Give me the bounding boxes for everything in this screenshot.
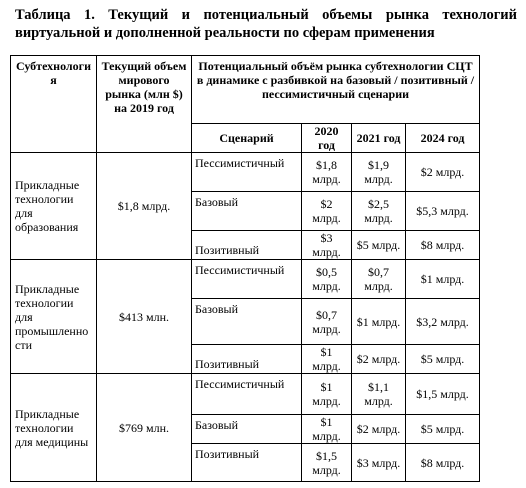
value-2020: $3 млрд. — [302, 231, 352, 260]
value-2024: $5 млрд. — [406, 415, 480, 444]
header-2021: 2021 год — [352, 124, 406, 153]
value-2021: $2 млрд. — [352, 345, 406, 374]
value-2021: $3 млрд. — [352, 444, 406, 482]
value-2021: $1 млрд. — [352, 299, 406, 345]
scenario-pessimistic: Пессимистичный — [192, 153, 302, 192]
scenario-positive: Позитивный — [192, 231, 302, 260]
scenario-positive: Позитивный — [192, 345, 302, 374]
value-2021: $2 млрд. — [352, 415, 406, 444]
header-scenario: Сценарий — [192, 124, 302, 153]
value-2024: $8 млрд. — [406, 231, 480, 260]
value-2024: $1 млрд. — [406, 260, 480, 299]
value-2021: $1,9 млрд. — [352, 153, 406, 192]
scenario-base: Базовый — [192, 415, 302, 444]
value-2020: $1,8 млрд. — [302, 153, 352, 192]
header-2024: 2024 год — [406, 124, 480, 153]
scenario-pessimistic: Пессимистичный — [192, 260, 302, 299]
table-row — [11, 153, 480, 192]
table-title: Таблица 1. Текущий и потенциальный объемы рынка технологий виртуальной и дополненной реальности по сферам применения — [15, 7, 517, 41]
scenario-positive: Позитивный — [192, 444, 302, 482]
value-2024: $1,5 млрд. — [406, 374, 480, 415]
header-potential: Потенциальный объём рынка субтехнологии СЦТ в динамике с разбивкой на базовый / позитивный / пессимистичный сценарии — [192, 56, 480, 124]
value-2020: $2 млрд. — [302, 192, 352, 231]
header-subtech: Субтехнологи я — [11, 56, 97, 153]
current-industry: $413 млн. — [97, 260, 192, 374]
segment-industry: Прикладные технологии для промышленно сти — [11, 260, 97, 374]
value-2020: $1 млрд. — [302, 415, 352, 444]
value-2020: $0,7 млрд. — [302, 299, 352, 345]
segment-education: Прикладные технологии для образования — [11, 153, 97, 260]
value-2020: $1,5 млрд. — [302, 444, 352, 482]
value-2020: $1 млрд. — [302, 374, 352, 415]
value-2021: $2,5 млрд. — [352, 192, 406, 231]
value-2020: $1 млрд. — [302, 345, 352, 374]
scenario-base: Базовый — [192, 299, 302, 345]
scenario-pessimistic: Пессимистичный — [192, 374, 302, 415]
value-2020: $0,5 млрд. — [302, 260, 352, 299]
current-medicine: $769 млн. — [97, 374, 192, 482]
value-2024: $3,2 млрд. — [406, 299, 480, 345]
table-row — [11, 374, 480, 415]
header-2020: 2020 год — [302, 124, 352, 153]
value-2024: $2 млрд. — [406, 153, 480, 192]
value-2024: $5,3 млрд. — [406, 192, 480, 231]
value-2021: $1,1 млрд. — [352, 374, 406, 415]
market-table — [10, 55, 480, 482]
segment-medicine: Прикладные технологии для медицины — [11, 374, 97, 482]
current-education: $1,8 млрд. — [97, 153, 192, 260]
value-2021: $0,7 млрд. — [352, 260, 406, 299]
table-row — [11, 260, 480, 299]
scenario-base: Базовый — [192, 192, 302, 231]
header-row — [11, 56, 480, 124]
value-2024: $8 млрд. — [406, 444, 480, 482]
header-current: Текущий объем мирового рынка (млн $) на 2019 год — [97, 56, 192, 153]
value-2024: $5 млрд. — [406, 345, 480, 374]
value-2021: $5 млрд. — [352, 231, 406, 260]
